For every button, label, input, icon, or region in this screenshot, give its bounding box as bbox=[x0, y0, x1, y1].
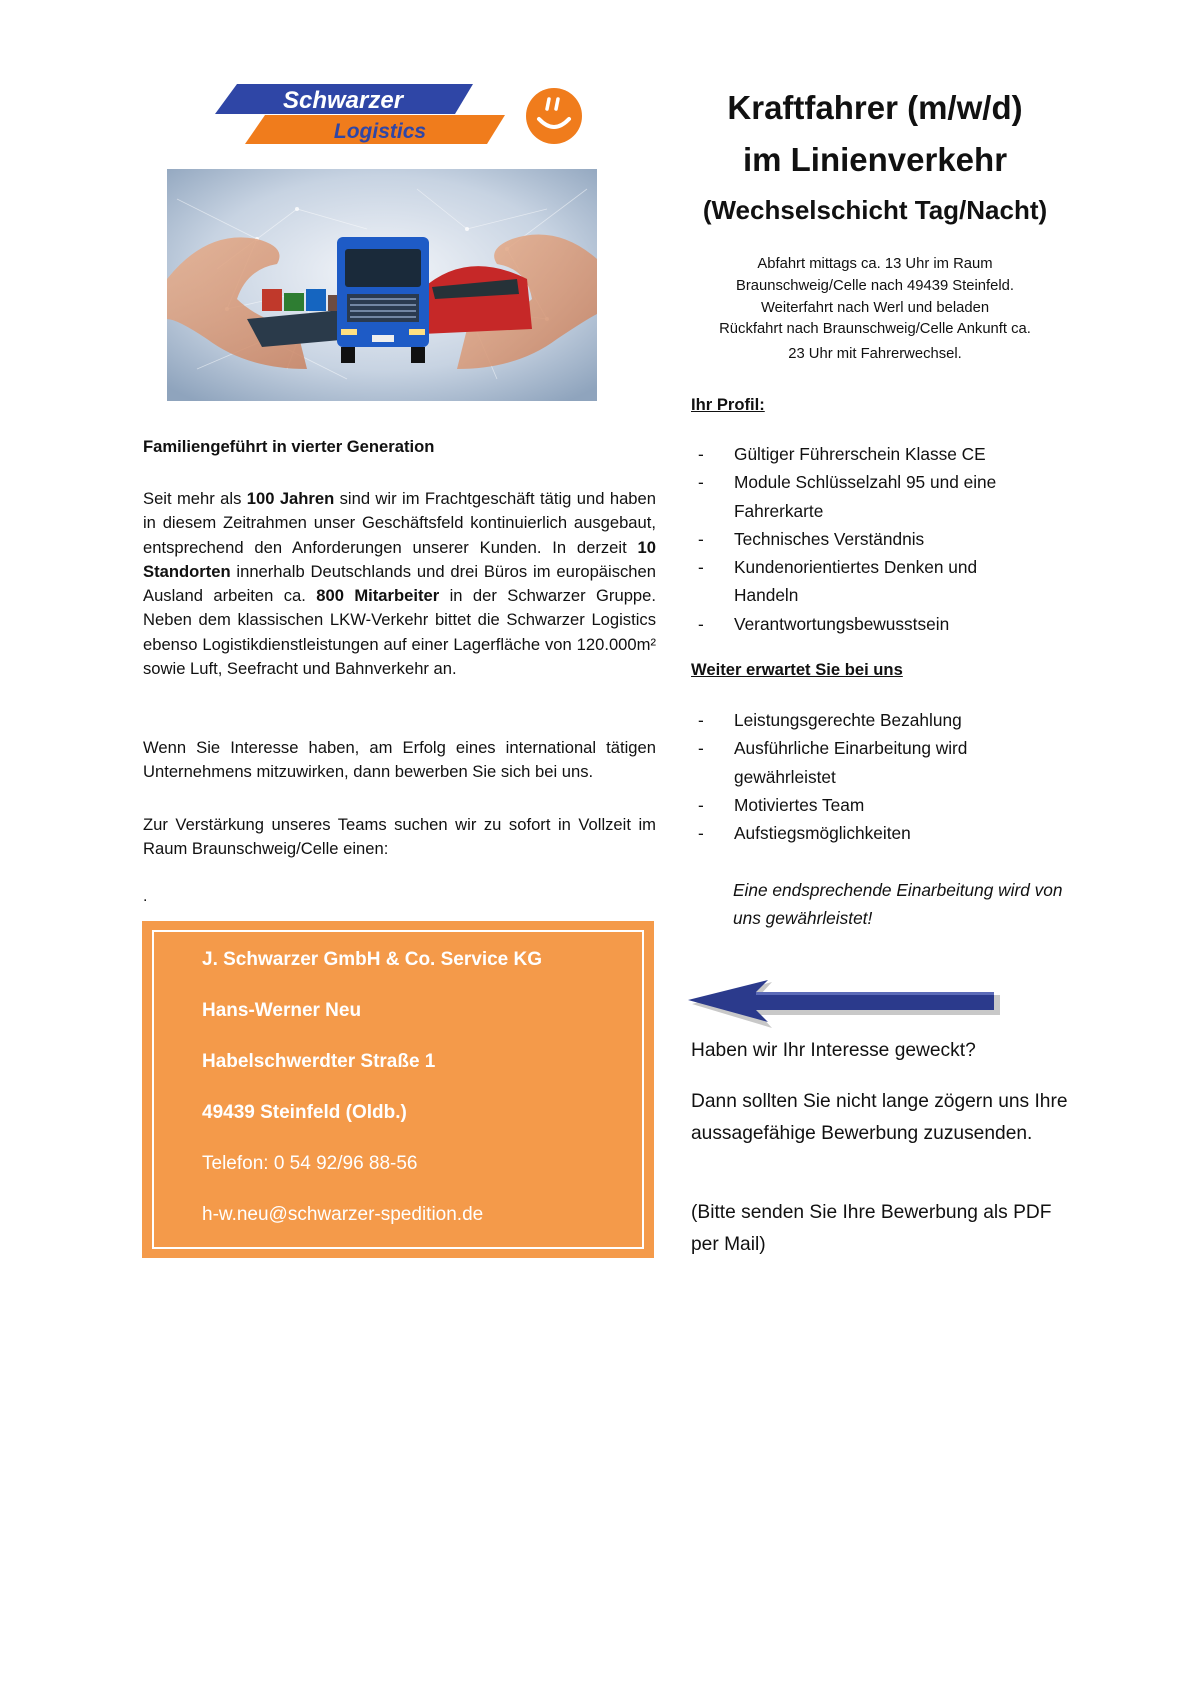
job-title-line2: im Linienverkehr bbox=[742, 141, 1008, 178]
logo-text-schwarzer: Schwarzer bbox=[282, 87, 404, 114]
route-line: Rückfahrt nach Braunschweig/Celle Ankunft ca. bbox=[719, 321, 1031, 338]
offer-list bbox=[692, 706, 1032, 847]
hero-image-transport bbox=[167, 169, 597, 401]
contact-company: J. Schwarzer GmbH & Co. Service KG bbox=[202, 949, 543, 970]
route-line: Abfahrt mittags ca. 13 Uhr im Raum bbox=[757, 256, 993, 272]
route-description bbox=[680, 254, 1070, 366]
list-item: - Module Schlüsselzahl 95 und eine Fahrerkarte bbox=[692, 468, 1032, 525]
route-line: 23 Uhr mit Fahrerwechsel. bbox=[788, 346, 962, 363]
training-note: Eine endsprechende Einarbeitung wird von uns gewährleistet! bbox=[733, 880, 1063, 929]
offer-heading: Weiter erwartet Sie bei uns bbox=[691, 660, 903, 679]
family-heading: Familiengeführt in vierter Generation bbox=[143, 437, 435, 456]
team-paragraph: Zur Verstärkung unseres Teams suchen wir zu sofort in Vollzeit im Raum Braunschweig/Celle einen: bbox=[143, 815, 656, 859]
contact-box-frame bbox=[152, 930, 644, 1249]
logo-text-logistics: Logistics bbox=[333, 120, 427, 143]
contact-email[interactable]: h-w.neu@schwarzer-spedition.de bbox=[202, 1204, 484, 1225]
contact-city: 49439 Steinfeld (Oldb.) bbox=[202, 1102, 407, 1123]
intro-highlight-years: 100 Jahren bbox=[246, 489, 335, 508]
list-item: - Motiviertes Team bbox=[692, 791, 1032, 819]
intro-paragraph bbox=[143, 487, 656, 681]
cta-text: Dann sollten Sie nicht lange zögern uns Ihre aussagefähige Bewerbung zuzusenden. bbox=[691, 1091, 1068, 1144]
interest-paragraph: Wenn Sie Interesse haben, am Erfolg eines international tätigen Unternehmens mitzuwirken, dann bewerben Sie sich bei uns. bbox=[143, 738, 656, 782]
profile-list bbox=[692, 440, 1032, 638]
job-title: Kraftfahrer (m/w/d) bbox=[727, 89, 1023, 126]
cta-note: (Bitte senden Sie Ihre Bewerbung als PDF per Mail) bbox=[691, 1202, 1052, 1255]
contact-street: Habelschwerdter Straße 1 bbox=[202, 1051, 436, 1072]
intro-highlight-locations: 10 Standorten bbox=[143, 537, 656, 581]
intro-highlight-employees: 800 Mitarbeiter bbox=[316, 586, 440, 606]
list-item: - Kundenorientiertes Denken und Handeln bbox=[692, 553, 1032, 610]
arrow-left-icon bbox=[688, 980, 1003, 1030]
intro-text: in der Schwarzer Gruppe. Neben dem klassischen LKW-Verkehr bittet die Schwarzer Logistics ebenso Logistikdienstleistungen auf einer Lagerfläche von 120.000m² sowie Luft, Seefracht und Bahnverkehr an. bbox=[143, 586, 656, 679]
contact-phone[interactable]: Telefon: 0 54 92/96 88-56 bbox=[202, 1153, 418, 1174]
contact-person: Hans-Werner Neu bbox=[202, 1000, 362, 1021]
list-item: - Technisches Verständnis bbox=[692, 525, 1032, 553]
stray-dot: . bbox=[143, 888, 148, 905]
route-line: Weiterfahrt nach Werl und beladen bbox=[760, 299, 990, 316]
list-item: - Aufstiegsmöglichkeiten bbox=[692, 819, 1032, 847]
list-item: - Leistungsgerechte Bezahlung bbox=[692, 706, 1032, 734]
list-item: - Verantwortungsbewusstsein bbox=[692, 610, 1032, 638]
intro-text: Seit mehr als bbox=[143, 489, 247, 508]
smiley-icon bbox=[525, 87, 583, 145]
contact-box bbox=[142, 921, 654, 1258]
list-item: - Ausführliche Einarbeitung wird gewährleistet bbox=[692, 734, 1032, 791]
list-item: - Gültiger Führerschein Klasse CE bbox=[692, 440, 1032, 468]
intro-text: innerhalb Deutschlands und drei Büros im europäischen Ausland arbeiten ca. bbox=[143, 561, 656, 606]
cta-question: Haben wir Ihr Interesse geweckt? bbox=[691, 1040, 976, 1061]
profile-heading: Ihr Profil: bbox=[691, 395, 765, 414]
route-line: Braunschweig/Celle nach 49439 Steinfeld. bbox=[735, 277, 1015, 294]
intro-text: sind wir im Frachtgeschäft tätig und haben in diesem Zeitrahmen unser Geschäftsfeld kontinuierlich ausgebaut, entsprechend den Anforderungen unserer Kunden. In derzeit bbox=[143, 489, 656, 557]
job-subtitle: (Wechselschicht Tag/Nacht) bbox=[702, 195, 1048, 225]
